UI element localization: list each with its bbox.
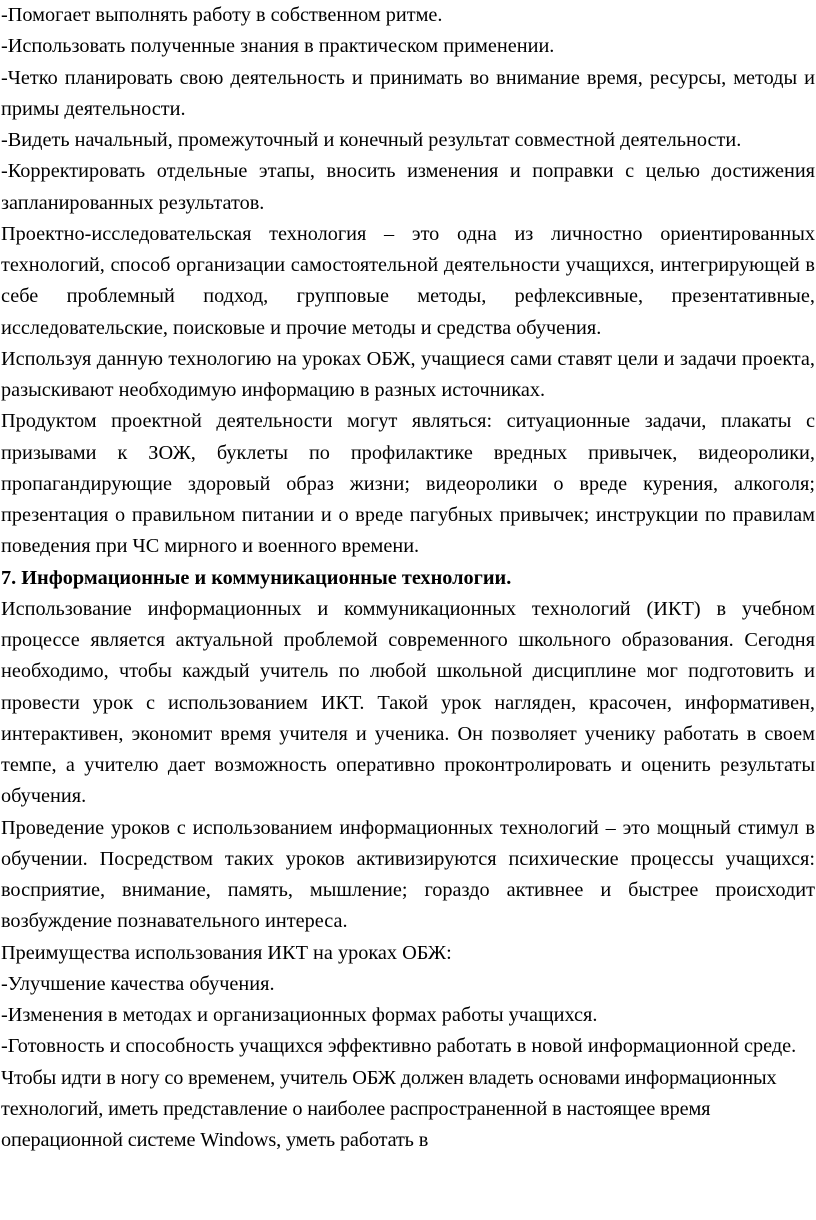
paragraph-ict-usage: Использование информационных и коммуникационных технологий (ИКТ) в учебном процессе является актуальной проблемой современного школьного образования. Сегодня необходимо, чтобы каждый учитель по любой школьной дисциплине мог подготовить и провести урок с использованием ИКТ. Такой урок нагляден, красочен, информативен, интерактивен, экономит время учителя и ученика. Он позволяет ученику работать в своем темпе, а учителю дает возможность оперативно проконтролировать и оценить результаты обучения. bbox=[1, 597, 815, 808]
list-item-readiness: -Готовность и способность учащихся эффективно работать в новой информационной среде. bbox=[1, 1035, 797, 1058]
list-item-quality: -Улучшение качества обучения. bbox=[1, 972, 275, 995]
paragraph-obzh-lessons: Используя данную технологию на уроках ОБЖ, учащиеся сами ставят цели и задачи проекта, разыскивают необходимую информацию в разных источниках. bbox=[1, 347, 815, 401]
paragraph-project-products: Продуктом проектной деятельности могут являться: ситуационные задачи, плакаты с призывами к ЗОЖ, буклеты по профилактике вредных привычек, видеоролики, пропагандирующие здоровый образ жизни; видеоролики о вреде курения, алкоголя; презентация о правильном питании и о вреде пагубных привычек; инструкции по правилам поведения при ЧС мирного и военного времени. bbox=[1, 410, 815, 558]
list-item-methods: -Изменения в методах и организационных формах работы учащихся. bbox=[1, 1004, 598, 1026]
paragraph-plan-activity: -Четко планировать свою деятельность и принимать во внимание время, ресурсы, методы и примы деятельности. bbox=[1, 66, 815, 120]
paragraph-ict-stimulus: Проведение уроков с использованием информационных технологий – это мощный стимул в обучении. Посредством таких уроков активизируются психические процессы учащихся: восприятие, внимание, память, мышление; гораздо активнее и быстрее происходит возбуждение познавательного интереса. bbox=[1, 816, 815, 933]
paragraph-ict-advantages: Преимущества использования ИКТ на уроках ОБЖ: bbox=[1, 941, 452, 964]
section-heading: 7. Информационные и коммуникационные технологии. bbox=[1, 566, 512, 589]
document-page bbox=[1, 0, 815, 1156]
paragraph-own-rhythm: -Помогает выполнять работу в собственном ритме. bbox=[1, 4, 443, 26]
paragraph-see-result: -Видеть начальный, промежуточный и конечный результат совместной деятельности. bbox=[1, 129, 742, 151]
paragraph-project-technology: Проектно-исследовательская технология – это одна из личностно ориентированных технологий, способ организации самостоятельной деятельности учащихся, интегрирующей в себе проблемный подход, групповые методы, рефлексивные, презентативные, исследовательские, поисковые и прочие методы и средства обучения. bbox=[1, 222, 815, 339]
paragraph-final: Чтобы идти в ногу со временем, учитель ОБЖ должен владеть основами информационных технологий, иметь представление о наиболее распространенной в настоящее время операционной системе Windows, уметь работать в bbox=[1, 1066, 777, 1151]
paragraph-use-knowledge: -Использовать полученные знания в практическом применении. bbox=[1, 35, 555, 58]
paragraph-correct-stages: -Корректировать отдельные этапы, вносить изменения и поправки с целью достижения запланированных результатов. bbox=[1, 160, 815, 214]
